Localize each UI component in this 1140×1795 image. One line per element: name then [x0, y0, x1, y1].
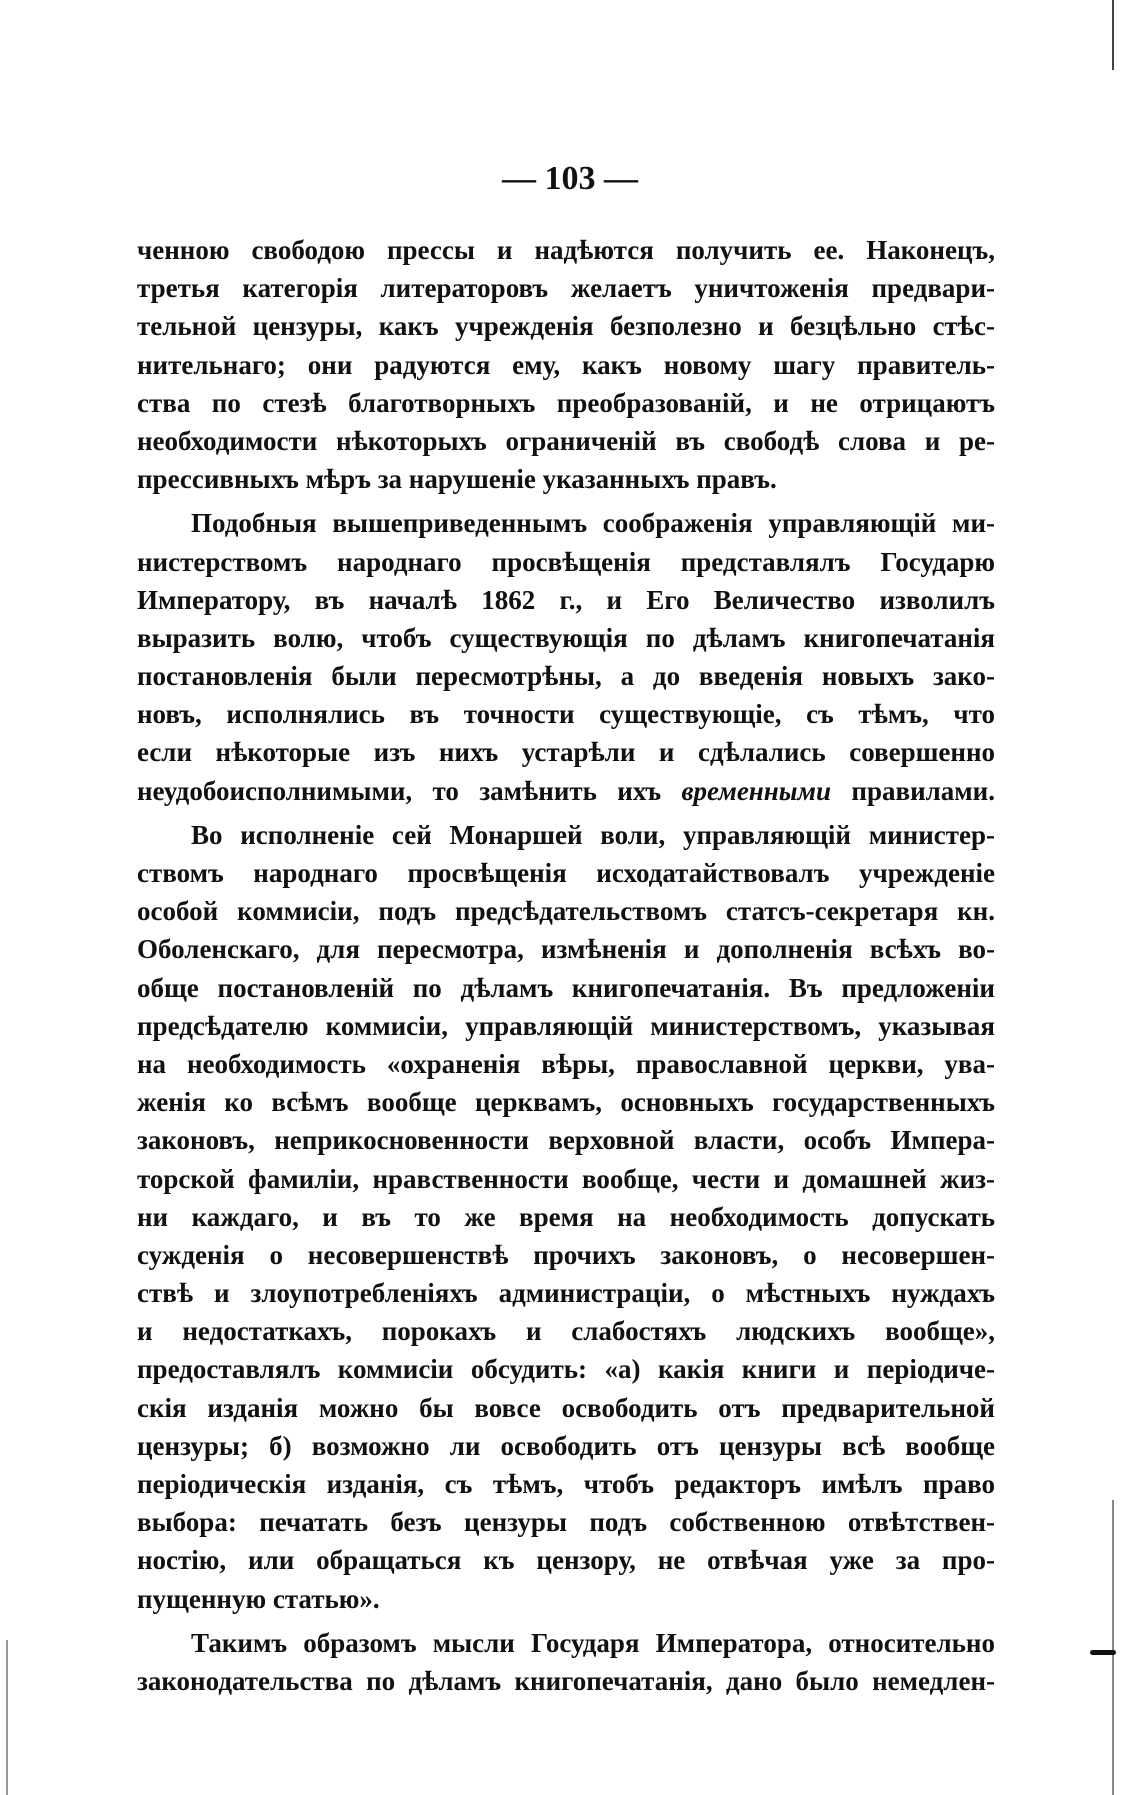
text-line: законовъ, неприкосновенности верховной власти, особъ Импера-: [137, 1125, 995, 1156]
text-line: обще постановленій по дѣламъ книгопечатанія. Въ предложеніи: [137, 972, 995, 1003]
text-line: торской фамиліи, нравственности вообще, чести и домашней жиз-: [137, 1163, 995, 1194]
text-line: новъ, исполнялись въ точности существующіе, съ тѣмъ, что: [137, 699, 995, 730]
binding-mark: [1090, 1650, 1116, 1655]
text-line: выбора: печатать безъ цензуры подъ собственною отвѣтствен-: [137, 1507, 995, 1538]
page-edge-right: [1112, 0, 1114, 1795]
text-line: пущенную статью».: [137, 1583, 380, 1614]
body-text: [137, 231, 995, 1700]
text-line: цензуры; б) возможно ли освободить отъ цензуры всѣ вообще: [137, 1430, 995, 1461]
page-number: — 103 —: [502, 160, 638, 197]
text-line: Подобныя вышеприведеннымъ соображенія управляющій ми-: [191, 508, 995, 539]
text-line: прессивныхъ мѣръ за нарушеніе указанныхъ правъ.: [137, 464, 777, 495]
text-line: законодательства по дѣламъ книгопечатанія, дано было немедлен-: [137, 1665, 995, 1696]
text-line: неудобоисполнимыми, то замѣнить ихъ временными правилами.: [137, 775, 995, 806]
text-line: необходимости нѣкоторыхъ ограниченій въ свободѣ слова и ре-: [137, 425, 995, 456]
text-line: періодическія изданія, съ тѣмъ, чтобъ редакторъ имѣлъ право: [137, 1469, 995, 1499]
text-line: особой коммисіи, подъ предсѣдательствомъ статсъ-секретаря кн.: [137, 896, 995, 927]
text-line: ства по стезѣ благотворныхъ преобразованій, и не отрицаютъ: [137, 387, 995, 418]
text-line: скія изданія можно бы вовсе освободить отъ предварительной: [137, 1392, 995, 1423]
text-line: на необходимость «охраненія вѣры, православной церкви, ува-: [137, 1048, 995, 1079]
text-line: Императору, въ началѣ 1862 г., и Его Величество изволилъ: [137, 584, 995, 615]
text-line: ченною свободою прессы и надѣются получить ее. Наконецъ,: [137, 235, 995, 265]
text-line: и недостаткахъ, порокахъ и слабостяхъ людскихъ вообще»,: [137, 1316, 995, 1347]
text-line: Оболенскаго, для пересмотра, измѣненія и дополненія всѣхъ во-: [137, 934, 995, 965]
text-line: выразить волю, чтобъ существующія по дѣламъ книгопечатанія: [137, 622, 995, 653]
text-line: третья категорія литераторовъ желаетъ уничтоженія предвари-: [137, 273, 995, 304]
text-line: нистерствомъ народнаго просвѣщенія представлялъ Государю: [137, 546, 995, 577]
text-line: нительнаго; они радуются ему, какъ новому шагу правитель-: [137, 349, 995, 380]
text-line: сужденія о несовершенствѣ прочихъ законовъ, о несовершен-: [137, 1239, 995, 1270]
text-line: постановленія были пересмотрѣны, а до введенія новыхъ зако-: [137, 661, 995, 692]
text-line: предоставлялъ коммисіи обсудить: «а) какія книги и періодиче-: [137, 1354, 995, 1385]
text-line: предсѣдателю коммисіи, управляющій министерствомъ, указывая: [137, 1010, 995, 1041]
text-line: ствомъ народнаго просвѣщенія исходатайствовалъ учрежденіе: [137, 858, 995, 888]
text-line: тельной цензуры, какъ учрежденія безполезно и безцѣльно стѣс-: [137, 311, 995, 342]
text-line: ни каждаго, и въ то же время на необходимость допускать: [137, 1201, 995, 1232]
text-line: если нѣкоторые изъ нихъ устарѣли и сдѣлались совершенно: [137, 737, 995, 768]
text-line: ностію, или обращаться къ цензору, не отвѣчая уже за про-: [137, 1545, 995, 1576]
text-line: ствѣ и злоупотребленіяхъ администраціи, о мѣстныхъ нуждахъ: [137, 1278, 995, 1309]
page-edge-left: [6, 1640, 8, 1795]
text-line: Во исполненіе сей Монаршей воли, управляющій министер-: [191, 819, 995, 850]
text-line: Такимъ образомъ мысли Государя Императора, относительно: [191, 1627, 995, 1658]
text-line: женія ко всѣмъ вообще церквамъ, основныхъ государственныхъ: [137, 1087, 995, 1118]
